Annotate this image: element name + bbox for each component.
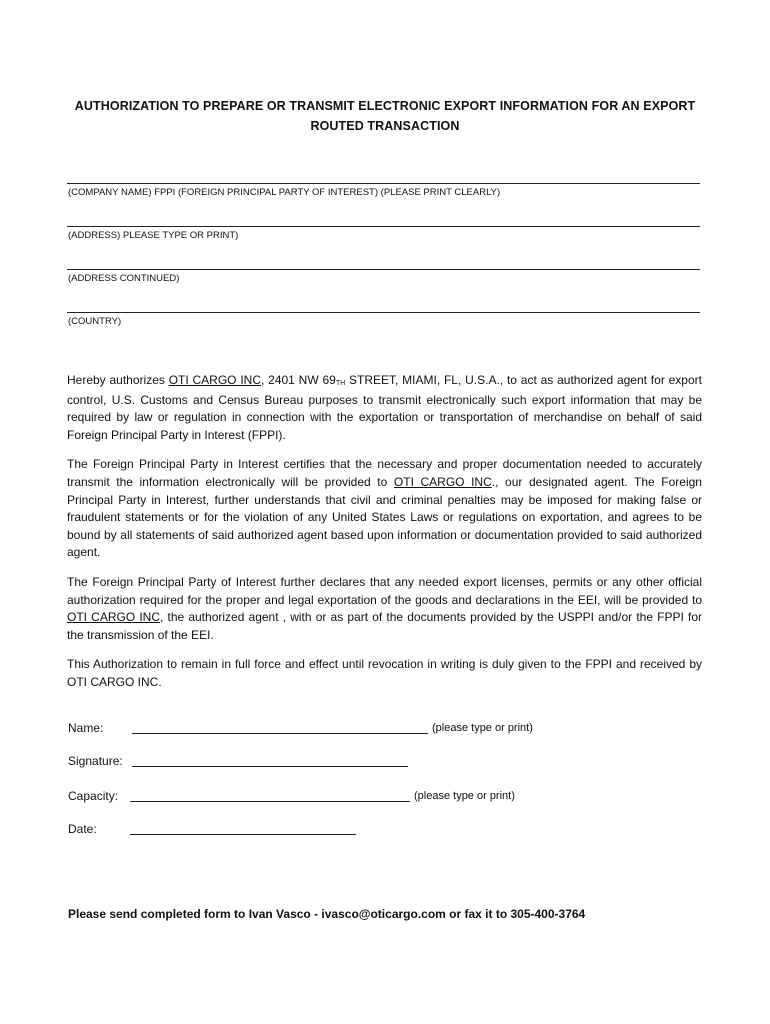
paragraph-full-force <box>67 656 702 691</box>
authorization-body <box>67 372 702 704</box>
paragraph-text: The Foreign Principal Party in Interest certifies that the necessary and proper documentation needed to accurately transmit the information electronically will be provided to <box>67 457 702 489</box>
paragraph-text: The Foreign Principal Party of Interest further declares that any needed export licenses, permits or any other official authorization required for the proper and legal exportation of the goods and declarations in the EEI, will be provided to <box>67 574 702 607</box>
capacity-label: Capacity: <box>68 789 119 803</box>
date-input-line[interactable] <box>130 834 356 835</box>
company-name-line[interactable] <box>67 183 700 184</box>
signature-label: Signature: <box>68 754 123 768</box>
footer-instructions: Please send completed form to Ivan Vasco - ivasco@oticargo.com or fax it to 305-400-3764 <box>68 907 586 921</box>
agent-name: OTI CARGO INC <box>67 610 160 625</box>
paragraph-declares <box>67 574 702 644</box>
address-continued-caption: (ADDRESS CONTINUED) <box>68 273 180 284</box>
signature-input-line[interactable] <box>132 766 408 767</box>
paragraph-text: , 2401 NW 69 <box>261 373 336 387</box>
date-label: Date: <box>68 822 97 836</box>
agent-name: OTI CARGO INC <box>168 373 261 387</box>
company-name-caption: (COMPANY NAME) FPPI (FOREIGN PRINCIPAL PARTY OF INTEREST) (PLEASE PRINT CLEARLY) <box>68 187 501 198</box>
signature-row <box>68 753 588 769</box>
address-line[interactable] <box>67 226 700 227</box>
document-title: AUTHORIZATION TO PREPARE OR TRANSMIT ELECTRONIC EXPORT INFORMATION FOR AN EXPORT ROUTED TRANSACTION <box>74 99 696 133</box>
capacity-note: (please type or print) <box>414 790 515 802</box>
country-caption: (COUNTRY) <box>68 316 122 327</box>
paragraph-text: Hereby authorizes <box>67 373 169 387</box>
paragraph-text: , the authorized agent , with or as part of the documents provided by the USPPI and/or the FPPI for the transmission of the EEI. <box>67 610 703 642</box>
country-line[interactable] <box>67 312 700 313</box>
paragraph-certifies <box>67 456 702 562</box>
paragraph-text: This Authorization to remain in full force and effect until revocation in writing is duly given to the FPPI and received by OTI CARGO INC. <box>67 657 702 689</box>
paragraph-authorizes <box>67 372 702 444</box>
paragraph-text: STREET, MIAMI, FL, U.S.A., to act as authorized agent for export control, U.S. Customs and Census Bureau purposes to transmit electronically such export information that may be required by law or regulation in connection with the exportation or transportation of merchandise on behalf of said Foreign Principal Party in Interest (FPPI). <box>67 373 702 442</box>
address-caption: (ADDRESS) PLEASE TYPE OR PRINT) <box>68 230 239 241</box>
agent-name: OTI CARGO INC <box>393 474 492 489</box>
name-label: Name: <box>68 721 104 735</box>
paragraph-text: ., our designated agent. The Foreign Principal Party in Interest, further understands that civil and criminal penalties may be imposed for making false or fraudulent statements or for the violation of any United States Laws or regulations on exportation, and agrees to be bound by all statements of said authorized agent based upon information or documentation provided to said authorized agent. <box>67 474 702 560</box>
name-input-line[interactable] <box>132 733 428 734</box>
date-row <box>68 821 588 837</box>
address-continued-line[interactable] <box>67 269 700 270</box>
name-note: (please type or print) <box>432 722 533 734</box>
name-row <box>68 720 588 736</box>
capacity-input-line[interactable] <box>130 801 410 802</box>
capacity-row <box>68 788 588 804</box>
ordinal-suffix: TH <box>335 380 346 387</box>
